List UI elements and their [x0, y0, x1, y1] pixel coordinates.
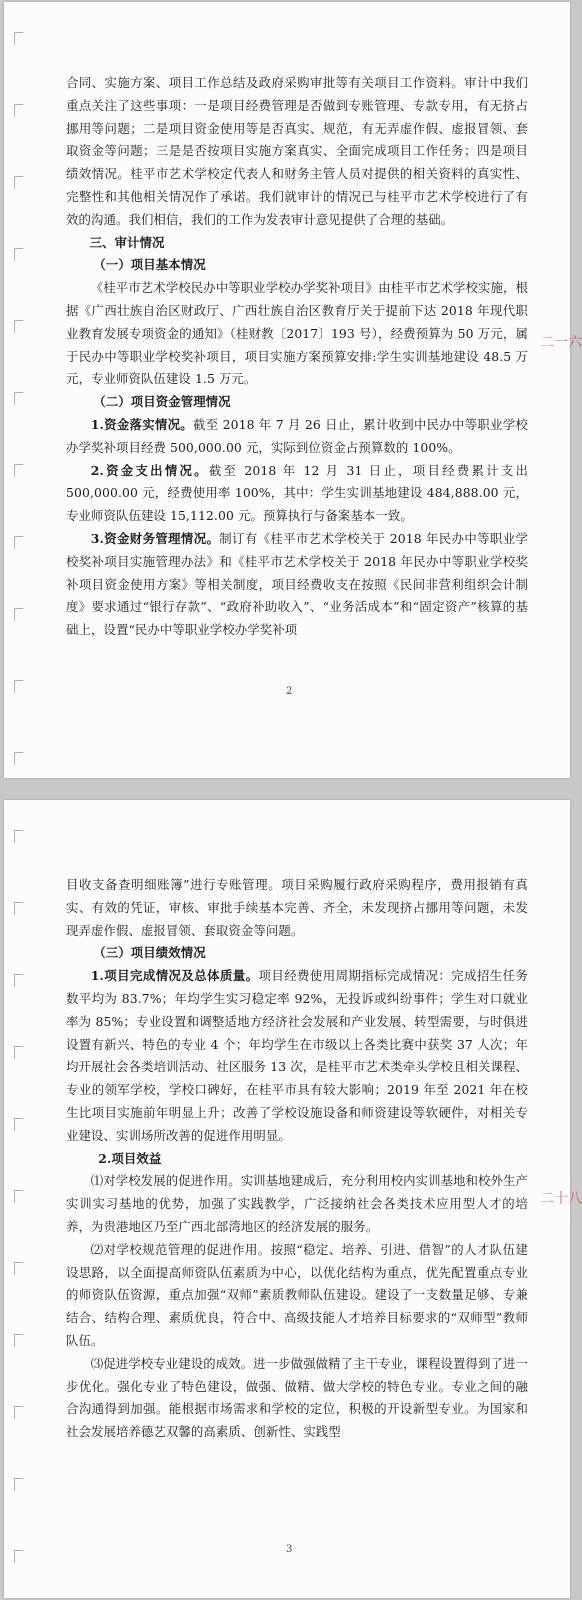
fund-expenditure-paragraph: [66, 460, 528, 528]
binding-marks: [14, 2, 26, 778]
fund-finance-paragraph: [66, 528, 528, 642]
subheading-benefits: 2.项目效益: [98, 1150, 162, 1166]
audit-scope-paragraph: 合同、实施方案、项目工作总结及政府采购审批等有关项目工作资料。审计中我们重点关注了这些事项：一是项目经费管理是否做到专账管理、专款专用，有无挤占挪用等问题；二是项目资金使用等是否真实、规范，有无弄虚作假、虚报冒领、套取资金等问题；三是是否按项目实施方案真实、全面完成项目工作任务；四是项目绩效情况。桂平市艺术学校定代表人和财务主管人员对提供的相关资料的真实性、完整性和其他相关情况作了承诺。我们就审计的情况已与桂平市艺术学校进行了有效的沟通。我们相信，我们的工作为发表审计意见提供了合理的基础。: [66, 75, 528, 227]
seam-stamp: 二一六: [540, 335, 582, 351]
item-text: 截至 2018 年 7 月 26 日止，累计收到中民办中等职业学校办学奖补项目经费 500,000.00 元，实际到位资金占预算数的 100%。: [66, 416, 528, 455]
fund-implementation-paragraph: [66, 414, 528, 460]
continuation-paragraph: 目收支备查明细账簿”进行专账管理。项目采购履行政府采购程序，费用报销有真实、有效的凭证，审核、审批手续基本完善、齐全，未发现挤占挪用等问题，未发现弄虚作假、虚报冒领、套取资金等问题。: [66, 877, 528, 938]
benefit-discipline-paragraph: ⑶促进学校专业建设的成效。进一步做强做精了主干专业，课程设置得到了进一步优化。强化专业了特色建设，做强、做精、做大学校的特色专业。专业之间的融合沟通得到加强。能根据市场需求和学校的定位，积极的开设新型专业。为国家和社会发展培养德艺双馨的高素质、创新性、实践型: [66, 1355, 528, 1440]
basic-info-paragraph: 《桂平市艺术学校民办中等职业学校办学奖补项目》由桂平市艺术学校实施，根据《广西壮族自治区财政厅、广西壮族自治区教育厅关于提前下达 2018 年现代职业教育发展专项资金的通知》（桂财教〔2017〕193 号），经费预算为 50 万元，属于民办中等职业学校奖补项目，项目实施方案预算安排:学生实训基地建设 48.5 万元，专业师资队伍建设 1.5 万元。: [66, 280, 528, 387]
item-label: 3.资金财务管理情况。: [90, 530, 220, 546]
completion-quality-paragraph: [66, 965, 528, 1147]
page-number: 3: [286, 1544, 293, 1555]
document-page-2: [4, 2, 582, 778]
seam-stamp: 二十八: [540, 1191, 582, 1207]
item-text: 项目经费使用周期指标完成情况：完成招生任务数平均为 83.7%；年均学生实习稳定率 92%，无投诉或纠纷事件；学生对口就业率为 85%；专业设置和调整适地方经济社会发展和产业发展、转型需要，与时俱进设置有新兴、特色的专业 4 个；年均学生在市级以上各类比赛中获奖 37 人次；年均开展社会各类培训活动、社区服务 13 次，是桂平市艺术类牵头学校且相关课程、专业的领军学校，学校口碑好，在桂平市具有较大影响；2019 年至 2021 年在校生比项目实施前年明显上升；改善了学校设施设备和师资建设等软硬件，对相关专业建设、实训场所改善的促进作用明显。: [66, 968, 528, 1143]
item-text: 截至 2018 年 12 月 31 日止，项目经费累计支出 500,000.00 元，经费使用率 100%，其中：学生实训基地建设 484,888.00 元，专业师资队伍建设 15,112.00 元。预算执行与备案基本一致。: [66, 462, 528, 524]
binding-marks: [14, 800, 26, 1598]
page-body: [66, 72, 528, 642]
benefit-development-paragraph: ⑴对学校发展的促进作用。实训基地建成后，充分利用校内实训基地和校外生产实训实习基地的优势，加强了实践教学，广泛接纳社会各类技术应用型人才的培养，为贵港地区乃至广西北部湾地区的经济发展的服务。: [66, 1173, 528, 1234]
document-page-3: [4, 800, 582, 1598]
benefit-management-paragraph: ⑵对学校规范管理的促进作用。按照“稳定、培养、引进、借智”的人才队伍建设思路，以全面提高师资队伍素质为中心，以优化结构为重点，优先配置重点专业的师资队伍资源，重点加强“双师”素质教师队伍建设。建设了一支数量足够、专兼结合、结构合理、素质优良，符合中、高级技能人才培养目标要求的“双师型”教师队伍。: [66, 1241, 528, 1348]
subheading-fund-management: （二）项目资金管理情况: [93, 394, 231, 410]
page-body: [66, 874, 528, 1444]
item-label: 1.资金落实情况。: [90, 416, 193, 432]
item-text: 制订有《桂平市艺术学校关于 2018 年民办中等职业学校奖补项目实施管理办法》和《桂平市艺术学校关于 2018 年民办中等职业学校奖补项目资金使用方案》等相关制度，项目经费收支在按照《民间非营利组织会计制度》要求通过“银行存款”、“政府补助收入”、“业务活成本”和“固定资产”核算的基础上，设置“民办中等职业学校办学奖补项: [66, 530, 528, 638]
item-label: 1.项目完成情况及总体质量。: [90, 968, 259, 984]
page-number: 2: [286, 686, 293, 697]
item-label: 2.资金支出情况。: [90, 462, 209, 478]
subheading-basic-info: （一）项目基本情况: [93, 257, 206, 273]
subheading-performance: （三）项目绩效情况: [93, 945, 206, 961]
section-heading-audit: 三、审计情况: [89, 234, 165, 250]
